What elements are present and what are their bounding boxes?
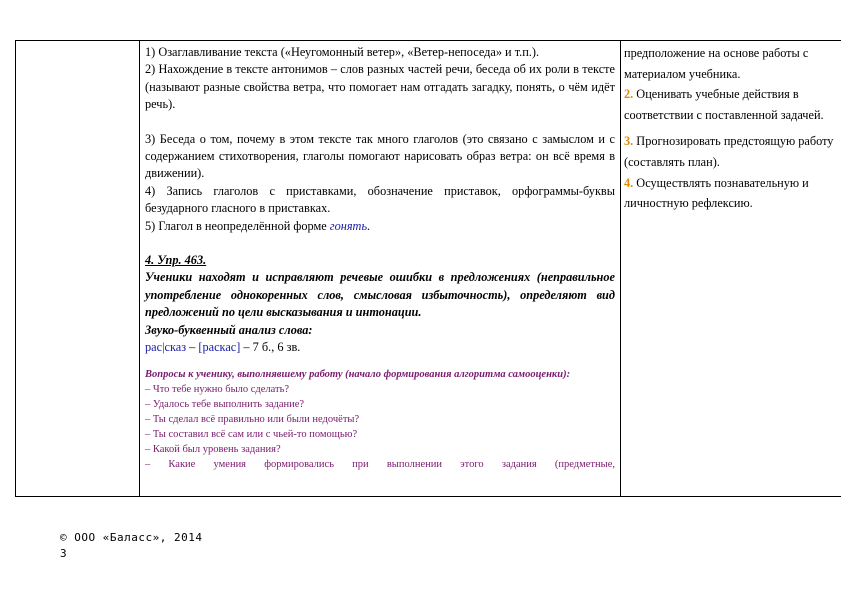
question-item: – Ты сделал всё правильно или были недочёты? — [145, 413, 360, 425]
right-item-3-text: Прогнозировать предстоящую работу (составлять план). — [624, 134, 834, 169]
question-item: – Что тебе нужно было сделать? — [145, 383, 290, 395]
question-item: – Какие умения формировались при выполнении этого задания (предметные, — [145, 458, 615, 470]
right-column — [624, 43, 839, 214]
footer-copyright: © ООО «Баласс», 2014 — [60, 531, 203, 544]
step-2: 2) Нахождение в тексте антонимов – слов разных частей речи, беседа об их роли в тексте (называют разные свойства ветра, что помогает нам отгадать загадку, понять, о чём идёт речь). — [145, 62, 615, 112]
step-5 — [145, 218, 615, 235]
analysis-transcription: [раскас] — [198, 340, 241, 355]
right-item-4-text: Осуществлять познавательную и личностную рефлексию. — [624, 175, 809, 211]
right-item-2-number: 2. — [624, 87, 634, 102]
question-item: – Удалось тебе выполнить задание? — [145, 398, 305, 410]
exercise-description: Ученики находят и исправляют речевые ошибки в предложениях (неправильное употребление однокоренных слов, смысловая избыточность), определяют вид предложений по цели высказывания и интонации. — [145, 270, 615, 320]
step-5-word: гонять — [329, 218, 368, 233]
exercise-ref: Упр. 463. — [157, 253, 207, 268]
right-item-2-text: Оценивать учебные действия в соответствии с поставленной задачей. — [624, 87, 824, 122]
step-1: 1) Озаглавливание текста («Неугомонный ветер», «Ветер-непоседа» и т.п.). — [145, 45, 540, 59]
table-left-border — [15, 40, 16, 497]
page-number: 3 — [60, 547, 67, 560]
column-divider-2 — [620, 40, 621, 497]
step-3: 3) Беседа о том, почему в этом тексте так много глаголов (это связано с замыслом и с содержанием стихотворения, глаголы помогают нарисовать образ ветра: он всё время в движении). — [145, 131, 615, 181]
middle-column — [145, 44, 615, 472]
analysis-count: – 7 б., 6 зв. — [240, 340, 301, 355]
step-5-text: 5) Глагол в неопределённой форме — [145, 218, 330, 233]
question-item: – Ты составил всё сам или с чьей-то помощью? — [145, 428, 358, 440]
right-item-2 — [624, 84, 839, 125]
analysis-line — [145, 339, 615, 356]
analysis-dash: – — [186, 340, 199, 355]
analysis-title: Звуко-буквенный анализ слова: — [145, 322, 313, 337]
step-5-suffix: . — [367, 218, 371, 233]
question-item: – Какой был уровень задания? — [145, 443, 281, 455]
exercise-heading — [145, 252, 615, 269]
step-4: 4) Запись глаголов с приставками, обозначение приставок, орфограммы-буквы безударного гласного в приставках. — [145, 183, 615, 216]
exercise-number: 4. — [145, 253, 158, 268]
analysis-word: рас|сказ — [145, 340, 187, 355]
lesson-table — [15, 40, 841, 497]
right-item-1: предположение на основе работы с материалом учебника. — [624, 46, 809, 81]
right-item-3-number: 3. — [624, 134, 634, 149]
questions-title: Вопросы к ученику, выполнявшему работу (начало формирования алгоритма самооценки): — [145, 368, 571, 380]
right-item-4-number: 4. — [624, 175, 634, 190]
right-item-3 — [624, 131, 839, 172]
right-item-4 — [624, 173, 839, 214]
column-divider-1 — [139, 40, 140, 497]
